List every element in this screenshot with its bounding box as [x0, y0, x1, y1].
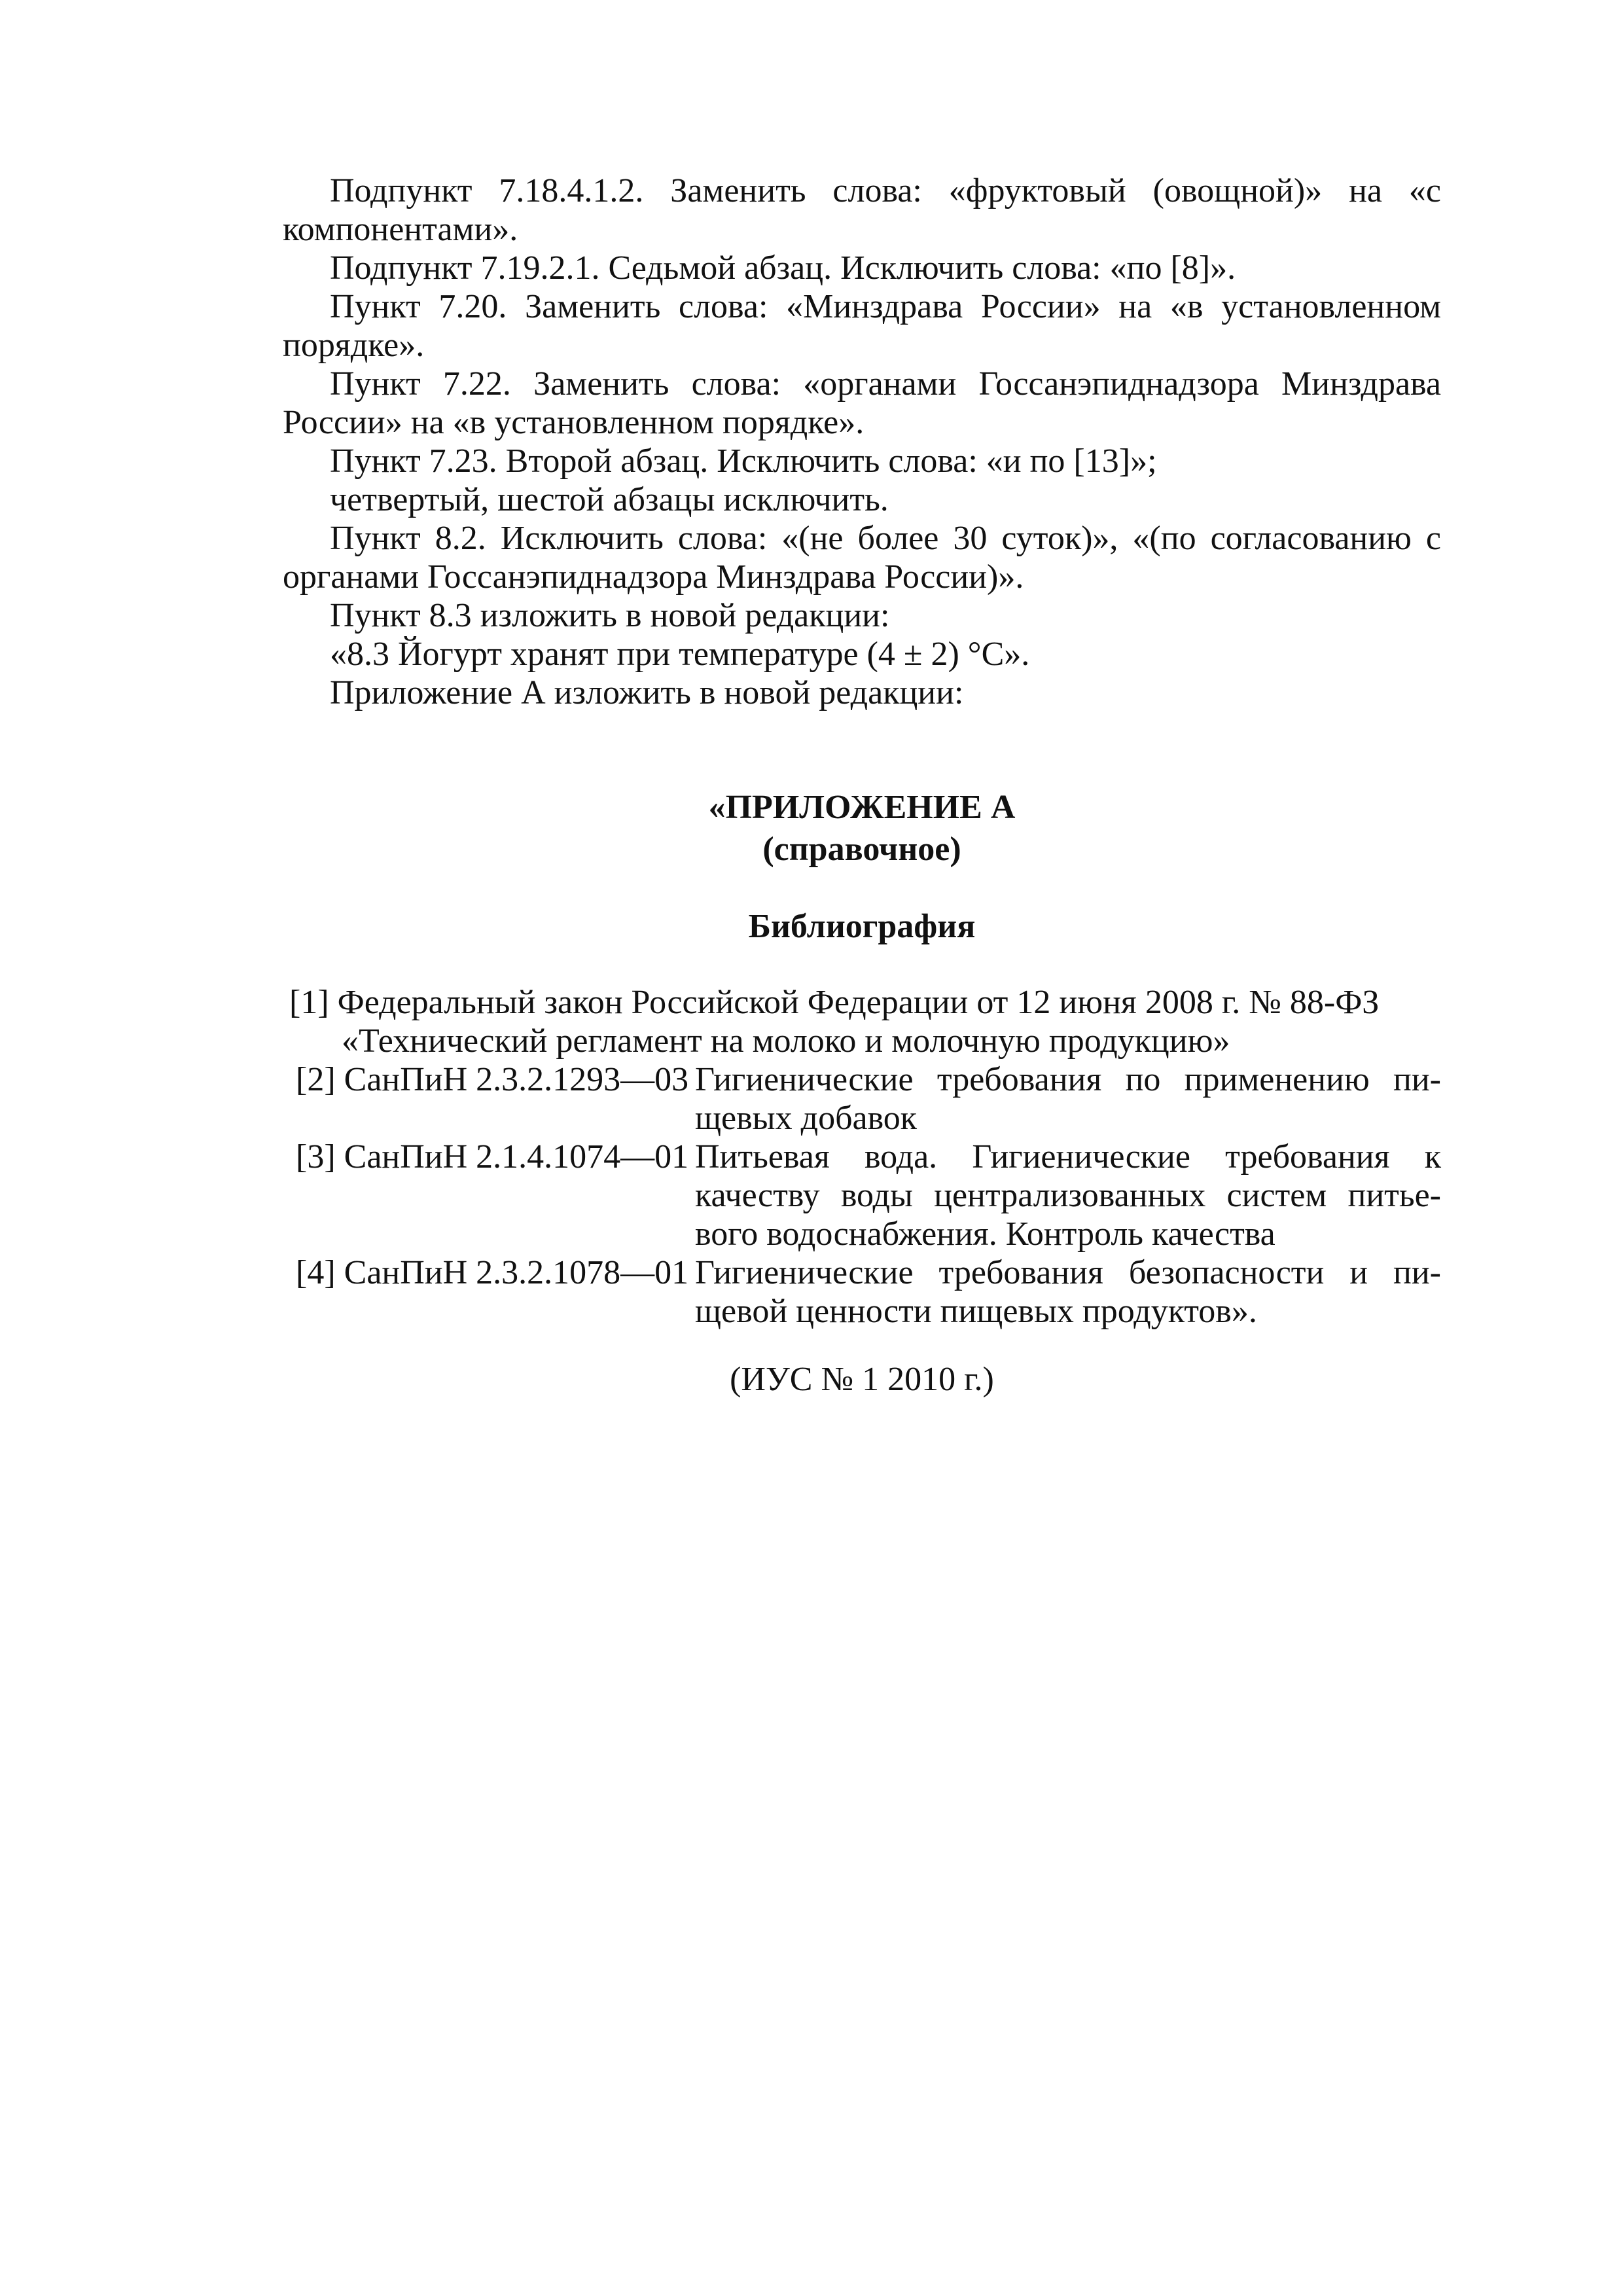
appendix-title: «ПРИЛОЖЕНИЕ А [708, 789, 1016, 826]
bibliography-text-continued: «Технический регламент на молоко и молочную продукцию» [342, 1022, 1230, 1060]
paragraph-7-18-4-1-2: Подпункт 7.18.4.1.2. Заменить слова: «фруктовый (овощной)» на «с компонентами». [283, 172, 1441, 248]
appendix-subtitle: (справочное) [762, 831, 961, 868]
bibliography-text: Питьевая вода. Гигиенические требования к качеству воды централизованных систем питьевого водоснабжения. Контроль качества [695, 1138, 1441, 1253]
bibliography-list [289, 983, 1448, 1331]
paragraph-7-23-continued: четвертый, шестой абзацы исключить. [330, 481, 889, 518]
bibliography-entry-2 [289, 1060, 1448, 1138]
bibliography-entry-3 [289, 1138, 1448, 1253]
ius-reference: (ИУС № 1 2010 г.) [730, 1361, 994, 1398]
bibliography-text: Гигиенические требования безопасности и пищевой ценности пищевых продуктов». [695, 1254, 1441, 1330]
paragraph-7-20: Пункт 7.20. Заменить слова: «Минздрава России» на «в установленном порядке». [283, 288, 1441, 364]
bibliography-number: [1] [289, 984, 329, 1021]
bibliography-code: СанПиН 2.1.4.1074—01 [344, 1138, 689, 1175]
bibliography-title: Библиография [748, 908, 976, 945]
paragraph-appendix-a: Приложение А изложить в новой редакции: [330, 674, 964, 711]
paragraph-7-19-2-1: Подпункт 7.19.2.1. Седьмой абзац. Исключить слова: «по [8]». [330, 249, 1236, 287]
bibliography-entry-1 [289, 983, 1448, 1060]
amendment-text [283, 171, 1441, 712]
paragraph-7-22: Пункт 7.22. Заменить слова: «органами Госсанэпиднадзора Минздрава России» на «в установленном порядке». [283, 365, 1441, 441]
bibliography-entry-4 [289, 1253, 1448, 1331]
bibliography-code: СанПиН 2.3.2.1293—03 [344, 1061, 689, 1098]
paragraph-8-3-new-text: «8.3 Йогурт хранят при температуре (4 ± 2) °С». [330, 636, 1030, 673]
paragraph-8-2: Пункт 8.2. Исключить слова: «(не более 30 суток)», «(по согласованию с органами Госсанэпиднадзора Минздрава России)». [283, 520, 1441, 596]
bibliography-text: Гигиенические требования по применению пищевых добавок [695, 1061, 1441, 1137]
bibliography-number: [4] [296, 1254, 336, 1291]
bibliography-text: Федеральный закон Российской Федерации от 12 июня 2008 г. № 88-ФЗ [337, 984, 1380, 1021]
paragraph-7-23: Пункт 7.23. Второй абзац. Исключить слова: «и по [13]»; [330, 442, 1157, 480]
paragraph-8-3: Пункт 8.3 изложить в новой редакции: [330, 597, 890, 634]
bibliography-code: СанПиН 2.3.2.1078—01 [344, 1254, 689, 1291]
bibliography-number: [3] [296, 1138, 336, 1175]
bibliography-number: [2] [296, 1061, 336, 1098]
